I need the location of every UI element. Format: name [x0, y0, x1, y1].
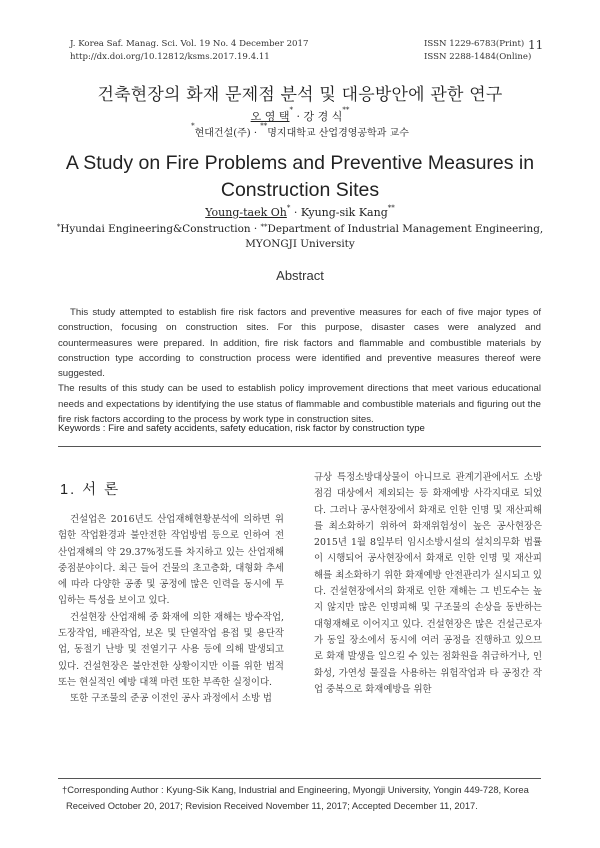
issn-print: ISSN 1229-6783(Print) [424, 39, 525, 49]
en-author-separator: · [290, 206, 301, 219]
author-2-mark: ** [342, 106, 350, 114]
keywords [58, 423, 541, 434]
english-affil-1: Hyundai Engineering&Construction · [60, 223, 261, 235]
abstract-divider [58, 446, 541, 447]
korean-affil-2: 명지대학교 산업경영공학과 교수 [267, 128, 409, 139]
english-title [0, 150, 600, 204]
affil-separator: · [250, 128, 261, 139]
body-paragraph: 건설업은 2016년도 산업재해현황분석에 의하면 위험한 작업환경과 불안전한 작업방법 등으로 인하여 전 산업재해의 약 29.37%정도를 차지하고 있는 산업재해 중점분야이다. 최근 들어 건물의 초고층화, 대형화 추세에 따라 다양한 공종 및 공정에 많은 인력을 동시에 투입하는 특성을 보이고 있다. [58, 514, 284, 607]
keywords-list: Fire and safety accidents, safety education, risk factor by construction type [108, 423, 425, 434]
english-title-line-1: A Study on Fire Problems and Preventive Measures in [65, 152, 535, 174]
keywords-label: Keywords : [58, 423, 109, 434]
english-authors [0, 206, 600, 219]
korean-authors [0, 108, 600, 124]
english-affil-line-2: MYONGJI University [245, 238, 355, 250]
english-affil-line-1 [0, 222, 600, 237]
body-paragraph: 또한 구조물의 준공 이전인 공사 과정에서 소방 법 [70, 693, 272, 705]
abstract-paragraph-1: This study attempted to establish fire risk factors and preventive measures for each of five major types of construction, focusing on construction sites. For this purpose, disaster cases were analyzed and countermeasures were prepared. In addition, fire risk factors and flammable and combustible materials by construction type according to construction process were identified and preventive measures thereof were suggested. [58, 307, 541, 380]
journal-citation: J. Korea Saf. Manag. Sci. Vol. 19 No. 4 December 2017 [70, 39, 309, 49]
affil-1-mark: * [191, 122, 195, 130]
received-dates: Received October 20, 2017; Revision Received November 11, 2017; Accepted December 11, 2017. [66, 800, 478, 812]
english-title-line-2: Construction Sites [220, 179, 380, 201]
en-author-2-mark: ** [387, 204, 395, 212]
korean-title: 건축현장의 화재 문제점 분석 및 대응방안에 관한 연구 [97, 85, 503, 105]
abstract-paragraph-2: The results of this study can be used to establish policy improvement directions that meet various educational needs and expectations by identifying the use status of flammable and combustible materials and figuring out the fire risk factors according to the process by work type in construction sites. [58, 383, 541, 426]
affil-2-mark: ** [260, 122, 268, 130]
korean-author-1: 오 영 택 [250, 110, 290, 123]
corresponding-author: †Corresponding Author : Kyung-Sik Kang, Industrial and Engineering, Myongji University, Yongin 449-728, Korea [62, 784, 529, 795]
en-affil-1-mark: * [56, 223, 61, 231]
body-paragraph: 건설현장 산업재해 중 화재에 의한 재해는 방수작업, 도장작업, 배관작업, 보온 및 단열작업 용접 및 용단작업, 동절기 난방 및 전열기구 사용 등에 의해 발생되고 있다. 건설현장은 불안전한 상황이지만 이를 위한 법적 또는 현실적인 예방 대책 마련 또한 부족한 실정이다. [58, 611, 284, 688]
en-author-1-mark: * [286, 204, 291, 212]
body-paragraph: 규상 특정소방대상물이 아니므로 관계기관에서도 소방점검 대상에서 제외되는 등 화재예방 사각지대로 되었다. 그러나 공사현장에서 화재로 인한 인명 및 재산피해를 최소화하기 위하여 화재위험성이 높은 공사현장은 2015년 1월 8일부터 임시소방시설의 설치의무화 법률이 시행되어 공사현장에서 화재로 인한 인명 및 재산피해를 최소화하기 위한 화재예방 안전관리가 실시되고 있다. 건설현장에서의 화재로 인한 재해는 그 빈도수는 높지 않지만 많은 인명피해 및 구조물의 손상을 동반하는 대형재해로 이어지고 있다. 건설현장은 많은 건설근로자가 동일 장소에서 동시에 여러 공정을 진행하고 있으므로 화재 발생을 일으킬 수 있는 점화원을 취급하거나, 인화성, 가연성 물질을 사용하는 위험작업과 타 공정간 작업 중복으로 화재예방을 위한 [314, 472, 542, 695]
footnote-divider [58, 778, 541, 779]
abstract-heading: Abstract [276, 268, 324, 283]
korean-affil-1: 현대건설(주) [194, 128, 251, 139]
korean-author-2: 강 경 식 [303, 110, 343, 123]
korean-affiliation [0, 124, 600, 139]
english-author-1: Young-taek Oh [205, 206, 287, 219]
page-number: 11 [528, 38, 544, 52]
issn-block [424, 38, 531, 64]
left-column [58, 512, 284, 708]
doi-link[interactable]: http://dx.doi.org/10.12812/ksms.2017.19.4.11 [70, 52, 270, 62]
author-separator: · [293, 110, 304, 123]
en-affil-2-mark: ** [260, 223, 268, 231]
section-1-title: 1. 서 론 [60, 482, 121, 498]
footnote [62, 782, 540, 815]
english-affiliation [0, 222, 600, 252]
issn-online: ISSN 2288-1484(Online) [424, 52, 532, 62]
journal-header [70, 38, 308, 64]
author-1-mark: * [289, 106, 293, 114]
abstract-body [58, 305, 541, 427]
english-author-2: Kyung-sik Kang [300, 206, 388, 219]
english-affil-2: Department of Industrial Management Engineering, [267, 223, 544, 235]
right-column [314, 470, 542, 698]
